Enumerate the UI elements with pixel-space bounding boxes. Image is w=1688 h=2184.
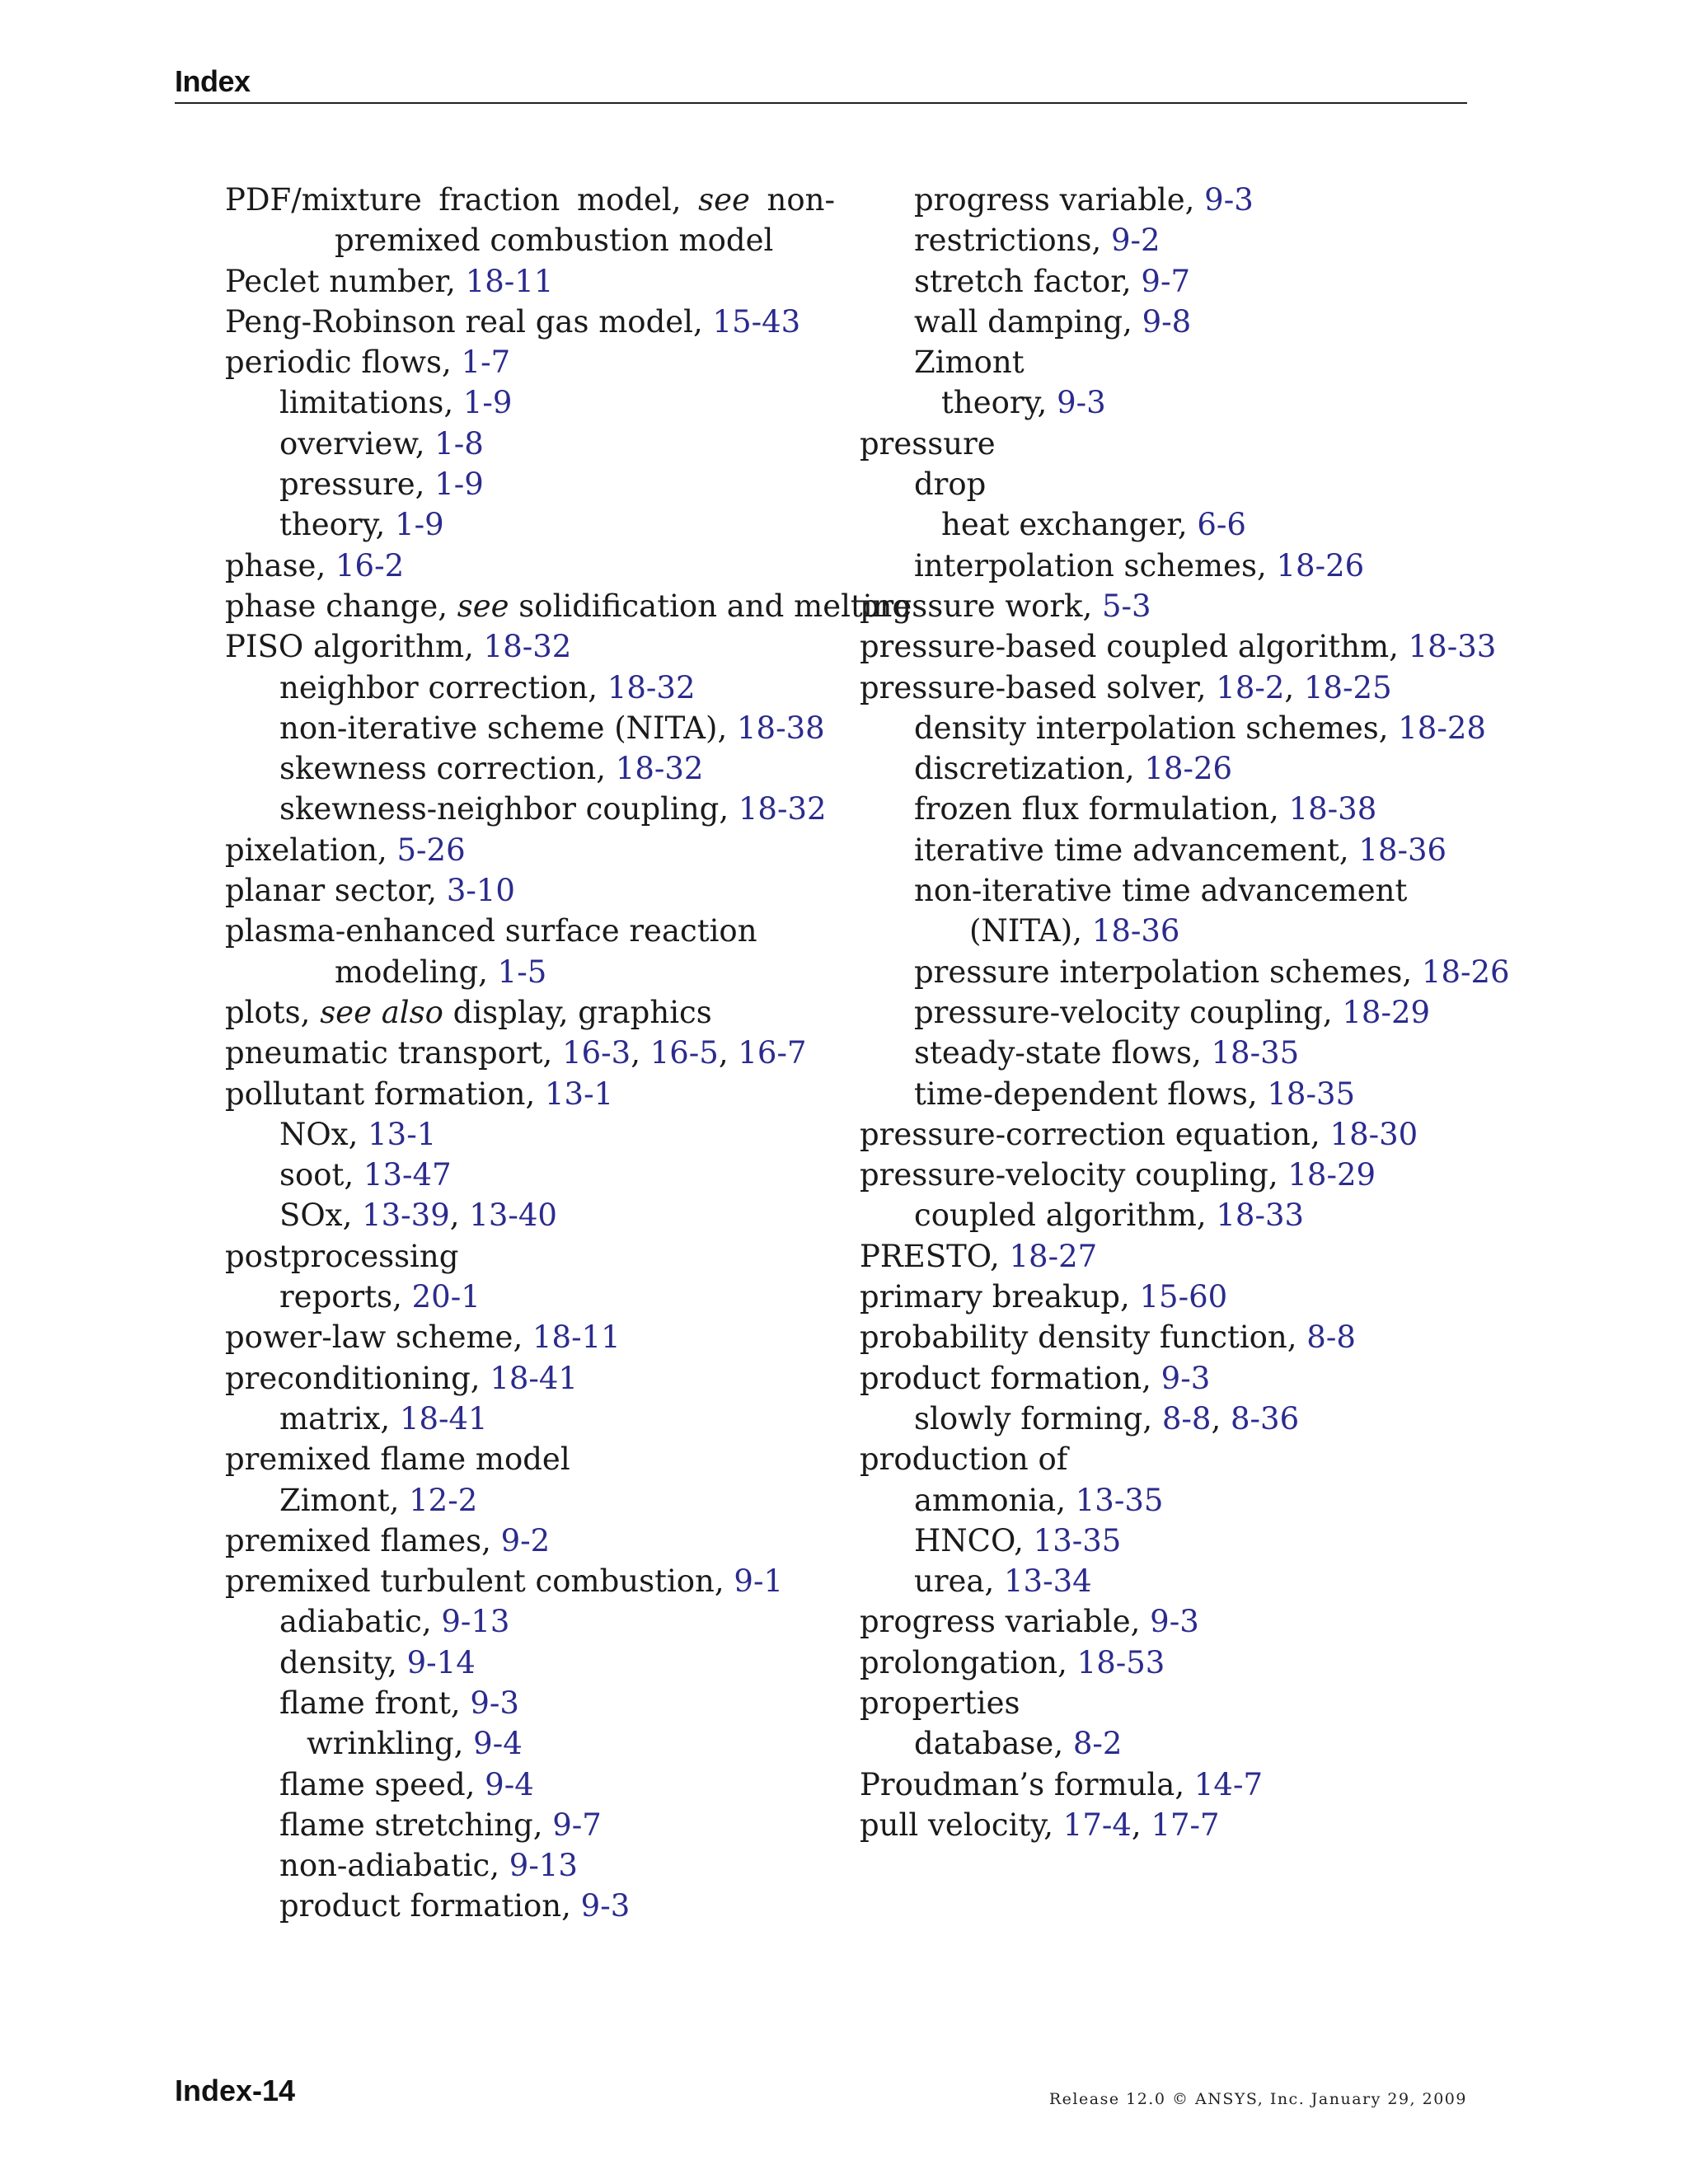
page-link[interactable]: 1-5 (497, 954, 547, 990)
page-link[interactable]: 9-4 (473, 1726, 523, 1762)
index-entry: plots, see also display, graphics (225, 994, 712, 1030)
page-link[interactable]: 8-8 (1161, 1400, 1212, 1436)
page-link[interactable]: 1-7 (461, 344, 511, 381)
page-link[interactable]: 15-60 (1139, 1279, 1228, 1315)
index-entry: PDF/mixture fraction model, see non-premixed combustion model (225, 182, 835, 259)
page-link[interactable]: 18-32 (607, 669, 696, 705)
page-link[interactable]: 5-26 (396, 832, 466, 868)
page-link[interactable]: 9-1 (734, 1563, 784, 1600)
page-link[interactable]: 8-36 (1231, 1400, 1300, 1436)
index-entry: pneumatic transport, 16-3, 16-5, 16-7 (225, 1035, 807, 1071)
page-link[interactable]: 18-32 (615, 751, 704, 787)
page-header (175, 59, 1467, 104)
index-subentry: reports, 20-1 (279, 1279, 481, 1315)
index-subentry: skewness-neighbor coupling, 18-32 (279, 791, 827, 827)
index-subentry: progress variable, 9-3 (914, 182, 1254, 218)
page-link[interactable]: 9-8 (1142, 303, 1192, 340)
index-subentry: interpolation schemes, 18-26 (914, 547, 1365, 583)
index-subentry: soot, 13-47 (279, 1157, 452, 1193)
page-link[interactable]: 9-14 (406, 1644, 476, 1680)
index-entry: pressure-based coupled algorithm, 18-33 (860, 629, 1497, 665)
index-entry: Peng-Robinson real gas model, 15-43 (225, 303, 801, 340)
page-link[interactable]: 16-7 (738, 1035, 807, 1071)
page-link[interactable]: 9-13 (509, 1848, 578, 1884)
index-subentry: iterative time advancement, 18-36 (914, 832, 1447, 868)
page-link[interactable]: 18-26 (1421, 954, 1510, 990)
index-entry: premixed flames, 9-2 (225, 1522, 551, 1558)
page-number: Index-14 (175, 2074, 296, 2107)
index-subentry: NOx, 13-1 (279, 1116, 437, 1152)
page-link[interactable]: 9-13 (441, 1604, 510, 1640)
index-entry: pixelation, 5-26 (225, 832, 466, 868)
index-entry: power-law scheme, 18-11 (225, 1319, 621, 1356)
index-subentry: HNCO, 13-35 (914, 1522, 1122, 1558)
index-subentry: density, 9-14 (279, 1644, 476, 1680)
index-subentry: urea, 13-34 (914, 1563, 1092, 1600)
index-subentry: non-adiabatic, 9-13 (279, 1848, 578, 1884)
page-link[interactable]: 18-36 (1091, 913, 1180, 949)
page-link[interactable]: 13-40 (469, 1197, 557, 1234)
page-link[interactable]: 8-8 (1306, 1319, 1356, 1356)
index-subsubentry: heat exchanger, 6-6 (941, 507, 1246, 543)
index-subentry: stretch factor, 9-7 (914, 263, 1190, 299)
index-subentry: frozen flux formulation, 18-38 (914, 791, 1377, 827)
index-subentry: pressure-velocity coupling, 18-29 (914, 994, 1431, 1030)
page-link[interactable]: 9-3 (1057, 385, 1106, 421)
page-link[interactable]: 14-7 (1193, 1766, 1263, 1802)
page-link[interactable]: 18-38 (737, 710, 825, 746)
release-notice: Release 12.0 © ANSYS, Inc. January 29, 2009 (1048, 2090, 1467, 2108)
page-link[interactable]: 9-3 (1204, 182, 1254, 218)
page-link[interactable]: 1-9 (462, 385, 513, 421)
page-link[interactable]: 18-38 (1288, 791, 1377, 827)
page-link[interactable]: 18-27 (1009, 1238, 1098, 1274)
index-entry: pressure work, 5-3 (860, 588, 1151, 624)
index-subentry: Zimont (914, 344, 1025, 381)
index-entry: prolongation, 18-53 (860, 1644, 1165, 1680)
page-link[interactable]: 9-3 (1150, 1604, 1199, 1640)
page-link[interactable]: 9-7 (1141, 263, 1190, 299)
index-subentry: non-iterative time advancement (NITA), 18-36 (914, 873, 1408, 949)
index-entry: pressure (860, 425, 996, 462)
page-link[interactable]: 18-41 (490, 1360, 578, 1396)
index-subentry: non-iterative scheme (NITA), 18-38 (279, 710, 825, 746)
index-entry: pressure-velocity coupling, 18-29 (860, 1157, 1376, 1193)
index-subentry: pressure interpolation schemes, 18-26 (914, 954, 1510, 990)
page-link[interactable]: 18-33 (1408, 629, 1497, 665)
index-subentry: density interpolation schemes, 18-28 (914, 710, 1486, 746)
page-link[interactable]: 18-29 (1287, 1157, 1376, 1193)
page-link[interactable]: 13-34 (1004, 1563, 1092, 1600)
index-entry: product formation, 9-3 (860, 1360, 1211, 1396)
index-subsubentry: theory, 9-3 (941, 385, 1106, 421)
index-entry: periodic flows, 1-7 (225, 344, 511, 381)
index-entry: plasma-enhanced surface reaction modeling, 1-5 (225, 913, 757, 990)
page-link[interactable]: 18-32 (483, 629, 572, 665)
page-link[interactable]: 5-3 (1102, 588, 1151, 624)
page-link[interactable]: 8-2 (1072, 1726, 1123, 1762)
page-link[interactable]: 12-2 (409, 1482, 478, 1518)
page-link[interactable]: 1-9 (434, 466, 484, 503)
index-subentry: restrictions, 9-2 (914, 223, 1160, 259)
index-entry: primary breakup, 15-60 (860, 1279, 1228, 1315)
page-link[interactable]: 18-26 (1276, 547, 1365, 583)
page-link[interactable]: 6-6 (1197, 507, 1246, 543)
index-entry: probability density function, 8-8 (860, 1319, 1356, 1356)
page-link[interactable]: 18-35 (1267, 1076, 1356, 1112)
page-link[interactable]: 20-1 (411, 1279, 481, 1315)
index-entry: phase change, see solidification and melting (225, 588, 912, 624)
index-column-right (860, 180, 1510, 1845)
page-link[interactable]: 18-25 (1303, 669, 1392, 705)
index-subentry: skewness correction, 18-32 (279, 751, 704, 787)
index-subentry: limitations, 1-9 (279, 385, 513, 421)
index-subentry: theory, 1-9 (279, 507, 444, 543)
page-link[interactable]: 17-4 (1062, 1807, 1132, 1843)
page-link[interactable]: 16-2 (335, 547, 405, 583)
index-subentry: database, 8-2 (914, 1726, 1123, 1762)
page-link[interactable]: 18-41 (399, 1400, 488, 1436)
index-subentry: ammonia, 13-35 (914, 1482, 1164, 1518)
page-link[interactable]: 9-2 (500, 1522, 551, 1558)
page-link[interactable]: 18-26 (1144, 751, 1233, 787)
page-link[interactable]: 16-5 (649, 1035, 719, 1071)
page-link[interactable]: 13-35 (1075, 1482, 1164, 1518)
page-link[interactable]: 9-7 (552, 1807, 602, 1843)
index-entry: PRESTO, 18-27 (860, 1238, 1098, 1274)
index-entry: pressure-correction equation, 18-30 (860, 1116, 1418, 1152)
index-subentry: product formation, 9-3 (279, 1888, 631, 1924)
index-entry: premixed turbulent combustion, 9-1 (225, 1563, 784, 1600)
page-link[interactable]: 13-1 (545, 1076, 614, 1112)
page-link[interactable]: 18-30 (1329, 1116, 1418, 1152)
index-entry: properties (860, 1685, 1020, 1721)
index-subentry: time-dependent flows, 18-35 (914, 1076, 1356, 1112)
index-entry: phase, 16-2 (225, 547, 405, 583)
index-subentry: SOx, 13-39, 13-40 (279, 1197, 557, 1234)
index-entry: pull velocity, 17-4, 17-7 (860, 1807, 1220, 1843)
index-subentry: coupled algorithm, 18-33 (914, 1197, 1305, 1234)
page-link[interactable]: 13-39 (362, 1197, 450, 1234)
page-link[interactable]: 17-7 (1151, 1807, 1220, 1843)
page-link[interactable]: 18-11 (532, 1319, 621, 1356)
index-entry: pollutant formation, 13-1 (225, 1076, 614, 1112)
index-subentry: overview, 1-8 (279, 425, 484, 462)
index-subentry: adiabatic, 9-13 (279, 1604, 510, 1640)
index-entry: pressure-based solver, 18-2, 18-25 (860, 669, 1392, 705)
index-entry: preconditioning, 18-41 (225, 1360, 578, 1396)
index-entry: production of (860, 1441, 1068, 1478)
page-link[interactable]: 13-1 (368, 1116, 437, 1152)
index-subentry: flame speed, 9-4 (279, 1766, 534, 1802)
index-entry: progress variable, 9-3 (860, 1604, 1199, 1640)
page-link[interactable]: 15-43 (712, 303, 801, 340)
index-subentry: slowly forming, 8-8, 8-36 (914, 1400, 1300, 1436)
index-subentry: Zimont, 12-2 (279, 1482, 478, 1518)
index-subentry: neighbor correction, 18-32 (279, 669, 696, 705)
index-subsubentry: wrinkling, 9-4 (307, 1726, 523, 1762)
page-link[interactable]: 13-35 (1033, 1522, 1122, 1558)
page-link[interactable]: 18-29 (1342, 994, 1431, 1030)
index-subentry: flame stretching, 9-7 (279, 1807, 602, 1843)
index-column-left (225, 180, 912, 1927)
page-link[interactable]: 18-11 (465, 263, 554, 299)
index-subentry: discretization, 18-26 (914, 751, 1233, 787)
index-entry: Peclet number, 18-11 (225, 263, 554, 299)
index-entry: Proudman’s formula, 14-7 (860, 1766, 1263, 1802)
page-link[interactable]: 1-8 (434, 425, 484, 462)
page-link[interactable]: 18-2 (1216, 669, 1285, 705)
page-link[interactable]: 9-3 (1160, 1360, 1211, 1396)
page-link[interactable]: 18-33 (1216, 1197, 1305, 1234)
page-link[interactable]: 16-3 (562, 1035, 631, 1071)
index-entry: planar sector, 3-10 (225, 873, 515, 909)
index-entry: postprocessing (225, 1238, 459, 1274)
index-subentry: pressure, 1-9 (279, 466, 484, 503)
page-link[interactable]: 3-10 (446, 873, 515, 909)
page-link[interactable]: 13-47 (363, 1157, 452, 1193)
index-subentry: wall damping, 9-8 (914, 303, 1192, 340)
page-link[interactable]: 18-35 (1211, 1035, 1300, 1071)
index-subentry: steady-state flows, 18-35 (914, 1035, 1300, 1071)
index-entry: PISO algorithm, 18-32 (225, 629, 572, 665)
index-subentry: drop (914, 466, 987, 503)
page-link[interactable]: 1-9 (395, 507, 444, 543)
page-link[interactable]: 18-28 (1398, 710, 1486, 746)
index-subentry: matrix, 18-41 (279, 1400, 488, 1436)
page-link[interactable]: 18-53 (1076, 1644, 1165, 1680)
page-link[interactable]: 18-36 (1358, 832, 1447, 868)
page-link[interactable]: 9-3 (580, 1888, 631, 1924)
page-link[interactable]: 9-4 (485, 1766, 534, 1802)
page-link[interactable]: 9-3 (470, 1685, 519, 1721)
index-entry: premixed flame model (225, 1441, 570, 1478)
running-head-title: Index (175, 64, 251, 98)
page-link[interactable]: 9-2 (1111, 223, 1160, 259)
index-subentry: flame front, 9-3 (279, 1685, 519, 1721)
page-link[interactable]: 18-32 (738, 791, 827, 827)
